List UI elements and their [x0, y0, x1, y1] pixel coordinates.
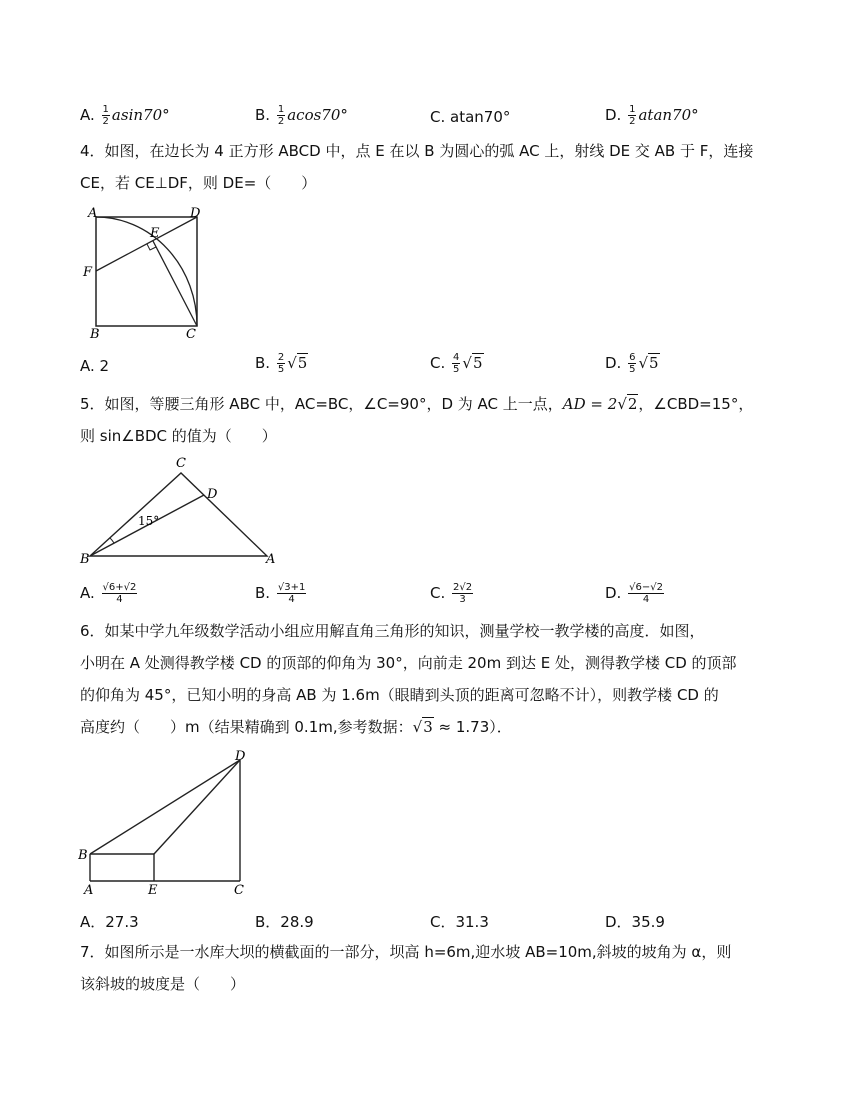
q5-option-c[interactable]: C. $\frac{2√2}{3}$ [430, 582, 473, 605]
q4-option-c[interactable]: C. $\frac{4}{5}$ √5 [430, 352, 483, 375]
q5-option-b[interactable]: B. $\frac{√3+1}{4}$ [255, 582, 306, 605]
label-angle: 15° [138, 514, 160, 528]
q6-stem-line4: 高度约（ ）m（结果精确到 0.1m,参考数据：√3 ≈ 1.73）． [80, 718, 512, 736]
fraction: $\frac{2}{5}$ [277, 352, 285, 375]
fraction: $\frac{4}{5}$ [453, 352, 460, 375]
square-abcd [96, 217, 197, 326]
q3-option-c[interactable]: C. atan70° [430, 108, 511, 126]
sqrt: √5 [638, 354, 659, 372]
label-a: A [88, 206, 98, 221]
fraction: $\frac{√6-√2}{4}$ [629, 582, 663, 605]
fraction: $\frac{2√2}{3}$ [453, 582, 473, 605]
fraction: $\frac{1}{2}$ [277, 104, 285, 127]
q6-option-d[interactable]: D．35.9 [605, 913, 665, 931]
q7-stem-line1: 7．如图所示是一水库大坝的横截面的一部分，坝高 h=6m,迎水坡 AB=10m,斜坡的坡角为 α，则 [80, 943, 732, 961]
arc-ac [96, 217, 197, 326]
label-a: A [84, 883, 94, 896]
q5-stem-line2: 则 sin∠BDC 的值为（ ） [80, 427, 277, 445]
q4-option-b[interactable]: B. $\frac{2}{5}$ √5 [255, 352, 308, 375]
q4-figure [78, 205, 213, 340]
line-ce [153, 241, 197, 326]
fraction: $\frac{1}{2}$ [629, 104, 636, 127]
q6-stem-line2: 小明在 A 处测得教学楼 CD 的顶部的仰角为 30°，向前走 20m 到达 E 处，测得教学楼 CD 的顶部 [80, 654, 737, 672]
fraction: $\frac{√6+√2}{4}$ [102, 582, 137, 605]
line-bd [90, 760, 240, 854]
line-fd [96, 217, 197, 271]
label-e: E [150, 226, 160, 241]
label-c: C [234, 883, 244, 896]
fraction: $\frac{√3+1}{4}$ [277, 582, 306, 605]
q5-figure [78, 455, 288, 567]
q4-stem-line2: CE，若 CE⊥DF，则 DE=（ ） [80, 174, 317, 192]
label-d: D [190, 206, 201, 221]
q4-option-a[interactable]: A. 2 [80, 357, 110, 375]
label-b: B [78, 848, 88, 863]
q4-option-d[interactable]: D. $\frac{6}{5}$ √5 [605, 352, 659, 375]
q5-option-d[interactable]: D. $\frac{√6-√2}{4}$ [605, 582, 663, 605]
triangle-abc [90, 473, 267, 556]
q4-stem-line1: 4．如图，在边长为 4 正方形 ABCD 中，点 E 在以 B 为圆心的弧 AC 上，射线 DE 交 AB 于 F，连接 [80, 142, 754, 160]
q6-stem-line3: 的仰角为 45°，已知小明的身高 AB 为 1.6m（眼睛到头顶的距离可忽略不计），则教学楼 CD 的 [80, 686, 719, 704]
sqrt: √3 [412, 718, 433, 736]
label-f: F [83, 265, 93, 280]
fraction: $\frac{1}{2}$ [102, 104, 109, 127]
sqrt: √5 [287, 354, 308, 372]
q3-option-b[interactable]: B. $\frac{1}{2}$ acos70° [255, 104, 348, 127]
label-a: A [266, 552, 276, 567]
q7-stem-line2: 该斜坡的坡度是（ ） [80, 975, 246, 993]
q6-stem-line1: 6．如某中学九年级数学活动小组应用解直角三角形的知识，测量学校一教学楼的高度．如图， [80, 622, 705, 640]
label-d: D [207, 487, 218, 502]
q5-option-a[interactable]: A. $\frac{√6+√2}{4}$ [80, 582, 137, 605]
q6-option-a[interactable]: A．27.3 [80, 913, 139, 931]
label-c: C [176, 456, 186, 471]
angle-arc [110, 538, 114, 543]
sqrt: √2 [617, 395, 638, 413]
q6-figure [78, 748, 258, 896]
label-c: C [186, 327, 196, 340]
q3-option-d[interactable]: D. $\frac{1}{2}$ atan70° [605, 104, 699, 127]
sqrt: √5 [462, 354, 483, 372]
fraction: $\frac{6}{5}$ [629, 352, 636, 375]
q6-option-b[interactable]: B．28.9 [255, 913, 314, 931]
label-b: B [90, 327, 100, 340]
label-e: E [148, 883, 158, 896]
q5-stem-line1: 5．如图，等腰三角形 ABC 中，AC=BC，∠C=90°，D 为 AC 上一点，AD = 2√2，∠CBD=15°， [80, 395, 754, 413]
math-ad: AD = 2 [562, 395, 618, 413]
label-b: B [80, 552, 90, 567]
line-ed [154, 760, 240, 854]
q3-option-a[interactable]: A. $\frac{1}{2}$ asin70° [80, 104, 170, 127]
q6-option-c[interactable]: C．31.3 [430, 913, 489, 931]
label-d: D [235, 749, 246, 764]
